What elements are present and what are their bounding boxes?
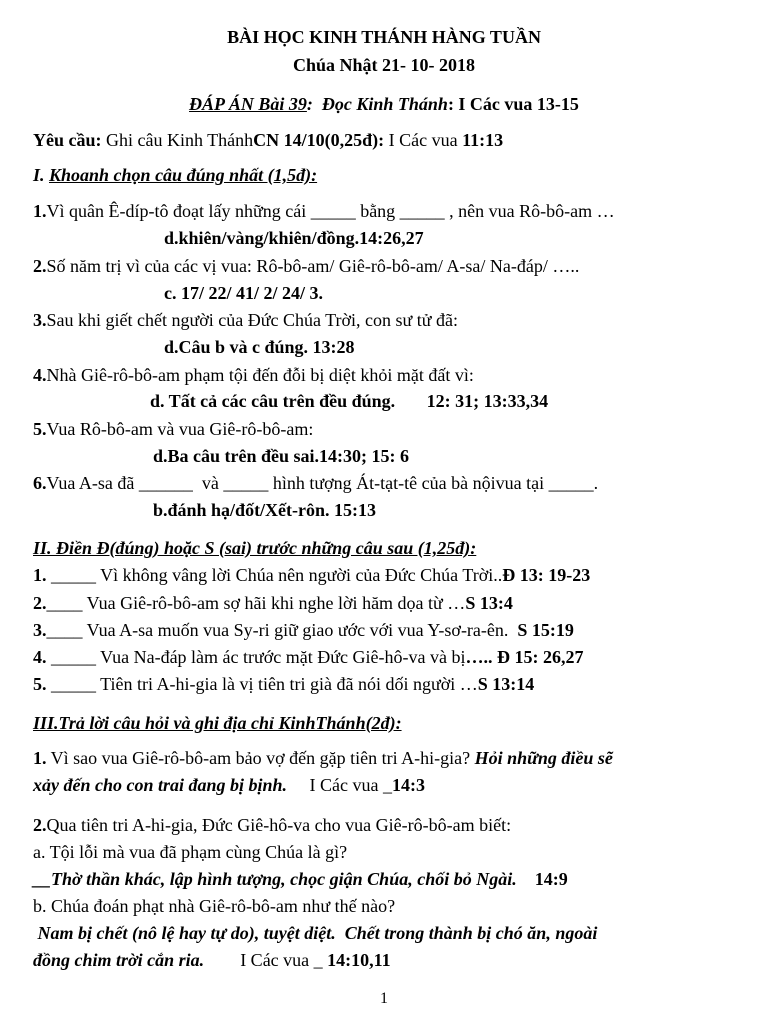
part2-item-3: 3.____ Vua A-sa muốn vua Sy-ri giữ giao ước với vua Y-sơ-ra-ên. S 15:19 <box>33 620 574 640</box>
part3-question-2b: b. Chúa đoán phạt nhà Giê-rô-bô-am như thế nào? <box>33 896 396 916</box>
part1-question-6: 6.Vua A-sa đã ______ và _____ hình tượng Át-tạt-tê của bà nộivua tại _____. <box>33 473 599 493</box>
part1-heading: I. Khoanh chọn câu đúng nhất (1,5đ): <box>33 165 318 185</box>
part3-answer-2b-line2: đồng chim trời cắn ria. I Các vua _ 14:10,11 <box>33 950 391 970</box>
part3-question-1: 1. Vì sao vua Giê-rô-bô-am bảo vợ đến gặp tiên tri A-hi-gia? Hỏi những điều sẽ <box>33 748 613 768</box>
part3-heading: III.Trả lời câu hỏi và ghi địa chỉ KinhThánh(2đ): <box>33 713 402 733</box>
part1-question-4: 4.Nhà Giê-rô-bô-am phạm tội đến đỗi bị diệt khỏi mặt đất vì: <box>33 365 474 385</box>
lesson-subtitle: ĐÁP ÁN Bài 39: Đọc Kinh Thánh: I Các vua 13-15 <box>189 94 579 114</box>
part1-question-1: 1.Vì quân Ê-díp-tô đoạt lấy những cái _____ bằng _____ , nên vua Rô-bô-am … <box>33 201 615 221</box>
part2-heading: II. Điền Đ(đúng) hoặc S (sai) trước những câu sau (1,25đ): <box>33 538 477 558</box>
part1-answer-1: d.khiên/vàng/khiên/đồng.14:26,27 <box>164 228 424 248</box>
reading-label: Đọc Kinh Thánh <box>321 94 448 114</box>
part1-answer-2: c. 17/ 22/ 41/ 2/ 24/ 3. <box>164 283 323 303</box>
requirement-line: Yêu cầu: Ghi câu Kinh ThánhCN 14/10(0,25đ): I Các vua 11:13 <box>33 130 504 150</box>
document-date: Chúa Nhật 21- 10- 2018 <box>292 55 475 75</box>
part1-answer-6: b.đánh hạ/đốt/Xết-rôn. 15:13 <box>153 500 377 520</box>
part1-answer-3: d.Câu b và c đúng. 13:28 <box>164 337 355 357</box>
part3-answer-2b-line1: Nam bị chết (nô lệ hay tự do), tuyệt diệt. Chết trong thành bị chó ăn, ngoài <box>33 923 598 943</box>
reading-reference: : I Các vua 13-15 <box>447 94 579 114</box>
part1-answer-5: d.Ba câu trên đều sai.14:30; 15: 6 <box>153 446 409 466</box>
part1-answer-4: d. Tất cả các câu trên đều đúng. 12: 31; 13:33,34 <box>150 391 549 411</box>
page-number: 1 <box>380 990 388 1007</box>
part2-item-4: 4. _____ Vua Na-đáp làm ác trước mặt Đức Giê-hô-va và bị….. Đ 15: 26,27 <box>33 647 584 667</box>
part3-answer-1: xảy đến cho con trai đang bị bịnh. I Các vua _14:3 <box>33 775 425 795</box>
part3-question-2: 2.Qua tiên tri A-hi-gia, Đức Giê-hô-va cho vua Giê-rô-bô-am biết: <box>33 815 512 835</box>
part1-question-2: 2.Số năm trị vì của các vị vua: Rô-bô-am/ Giê-rô-bô-am/ A-sa/ Na-đáp/ ….. <box>33 256 580 276</box>
part1-question-5: 5.Vua Rô-bô-am và vua Giê-rô-bô-am: <box>33 419 314 439</box>
document-title: BÀI HỌC KINH THÁNH HÀNG TUẦN <box>227 27 541 47</box>
answer-key-label: ĐÁP ÁN Bài 39 <box>189 94 307 114</box>
part2-item-5: 5. _____ Tiên tri A-hi-gia là vị tiên tri già đã nói dối người …S 13:14 <box>33 674 535 694</box>
part2-item-2: 2.____ Vua Giê-rô-bô-am sợ hãi khi nghe lời hăm dọa từ …S 13:4 <box>33 593 513 613</box>
part3-answer-2a: __Thờ thần khác, lập hình tượng, chọc giận Chúa, chối bỏ Ngài. 14:9 <box>33 869 568 889</box>
page-date <box>0 54 768 76</box>
page-title <box>0 26 768 48</box>
part2-item-1: 1. _____ Vì không vâng lời Chúa nên người của Đức Chúa Trời..Đ 13: 19-23 <box>33 565 591 585</box>
part1-question-3: 3.Sau khi giết chết người của Đức Chúa Trời, con sư tử đã: <box>33 310 459 330</box>
part3-question-2a: a. Tội lỗi mà vua đã phạm cùng Chúa là gì? <box>33 842 348 862</box>
